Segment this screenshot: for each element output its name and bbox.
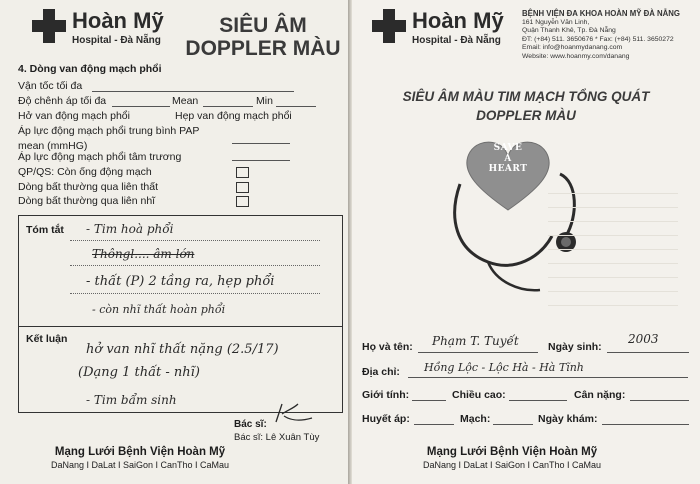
label-dong-nhi: Dòng bất thường qua liên nhĩ [18, 195, 156, 207]
hospital-address-1: 161 Nguyễn Văn Linh, [522, 18, 590, 26]
label-dia-chi: Địa chỉ: [362, 366, 400, 378]
doctor-name: Bác sĩ: Lê Xuân Tùy [234, 432, 320, 443]
dotted-line-1 [70, 240, 320, 241]
label-gioi-tinh: Giới tính: [362, 389, 410, 401]
heart-text-3: HEART [488, 164, 528, 174]
checkbox-dong-that[interactable] [236, 182, 249, 193]
network-title: Mạng Lưới Bệnh Viện Hoàn Mỹ [54, 446, 226, 458]
label-min: Min [256, 95, 273, 107]
frame-divider [18, 326, 342, 327]
right-page [352, 0, 700, 484]
label-qp-qs: QP/QS: Còn ống động mạch [18, 166, 152, 178]
value-ngay-sinh[interactable]: 2003 [628, 332, 659, 346]
label-can-nang: Cân nặng: [574, 389, 626, 401]
heart-text-2: A [504, 153, 512, 164]
line-min [276, 106, 316, 107]
doctor-signature [272, 400, 316, 426]
label-van-toc: Vận tốc tối đa [18, 80, 83, 92]
label-mean-mmhg: mean (mmHG) [18, 140, 88, 152]
right-title-2: DOPPLER MÀU [476, 108, 576, 123]
line-dia-chi [408, 377, 688, 378]
summary-line-1: - Tim hoà phổi [86, 222, 174, 236]
hospital-website: Website: www.hoanmy.com/danang [522, 52, 630, 60]
line-chieu-cao [509, 400, 567, 401]
checkbox-dong-nhi[interactable] [236, 196, 249, 207]
line-do-chenh [112, 106, 170, 107]
label-do-chenh: Độ chênh áp tối đa [18, 95, 107, 107]
line-van-toc [92, 91, 294, 92]
heart-text [472, 143, 544, 175]
title-line-2: DOPPLER MÀU [185, 37, 341, 60]
cross-logo-icon [32, 9, 66, 43]
heart-text-1: SAVE [493, 143, 523, 153]
decor-lines [548, 180, 678, 310]
cross-logo-icon [372, 9, 406, 43]
summary-line-2: Thôngl.... âm lớn [92, 247, 195, 261]
label-ngay-kham: Ngày khám: [538, 413, 598, 425]
label-hep-van: Hẹp van động mạch phổi [175, 110, 292, 122]
label-chieu-cao: Chiều cao: [452, 389, 506, 401]
hospital-phone: ĐT: (+84) 511. 3650676 * Fax: (+84) 511. 3650272 [522, 35, 674, 43]
network-title-right: Mạng Lưới Bệnh Viện Hoàn Mỹ [426, 446, 598, 458]
line-huyet-ap [414, 424, 454, 425]
line-ho-ten [418, 352, 538, 353]
label-ap-luc-tt: Áp lực động mạch phổi tâm trương [18, 151, 182, 163]
logo-sub: Hospital - Đà Nẵng [72, 35, 161, 46]
hospital-address-2: Quận Thanh Khê, Tp. Đà Nẵng [522, 27, 616, 35]
value-ho-ten[interactable]: Phạm T. Tuyết [432, 334, 519, 348]
hospital-email: Email: info@hoanmydanang.com [522, 44, 623, 52]
title-line-1: SIÊU ÂM [219, 14, 307, 37]
conclusion-line-3: - Tim bẩm sinh [86, 393, 177, 407]
label-ho-ten: Họ và tên: [362, 341, 413, 353]
label-ngay-sinh: Ngày sinh: [548, 341, 602, 353]
logo-brand: Hoàn Mỹ [72, 8, 164, 33]
value-dia-chi[interactable]: Hồng Lộc - Lộc Hà - Hà Tĩnh [424, 361, 584, 374]
section-title: 4. Dòng van động mạch phổi [18, 63, 162, 75]
label-mean: Mean [172, 95, 199, 107]
doctor-label: Bác sĩ: [234, 419, 267, 430]
summary-line-4: - còn nhĩ thất hoàn phổi [92, 303, 226, 316]
left-page [0, 0, 348, 484]
hoan-my-logo-right [372, 9, 504, 46]
label-dong-that: Dòng bất thường qua liên thất [18, 181, 159, 193]
line-ngay-kham [602, 424, 689, 425]
network-cities: DaNang I DaLat I SaiGon I CanTho I CaMau [50, 460, 230, 470]
network-footer-right [412, 446, 612, 470]
line-can-nang [630, 400, 689, 401]
line-ngay-sinh [607, 352, 689, 353]
label-huyet-ap: Huyết áp: [362, 413, 410, 425]
logo-sub-right: Hospital - Đà Nẵng [412, 35, 501, 46]
label-ap-luc-tb: Áp lực động mạch phổi trung bình PAP [18, 125, 200, 137]
hospital-info [522, 10, 680, 62]
summary-label: Tóm tắt [26, 224, 64, 236]
logo-brand-right: Hoàn Mỹ [412, 8, 504, 33]
label-mach: Mạch: [460, 413, 491, 425]
conclusion-line-1: hở van nhĩ thất nặng (2.5/17) [86, 342, 279, 357]
summary-line-3: - thất (P) 2 tầng ra, hẹp phổi [86, 274, 275, 289]
checkbox-qp-qs[interactable] [236, 167, 249, 178]
line-mean [203, 106, 253, 107]
line-ap-luc-tt [232, 160, 290, 161]
line-mach [493, 424, 533, 425]
network-cities-right: DaNang I DaLat I SaiGon I CanTho I CaMau [422, 460, 602, 470]
line-pap-mean [232, 143, 290, 144]
conclusion-label: Kết luận [26, 333, 68, 345]
label-ho-van: Hở van động mạch phổi [18, 110, 130, 122]
hospital-name: BỆNH VIỆN ĐA KHOA HOÀN MỸ ĐÀ NẴNG [522, 9, 680, 18]
right-title-1: SIÊU ÂM MÀU TIM MẠCH TỔNG QUÁT [402, 89, 650, 104]
line-gioi-tinh [412, 400, 446, 401]
dotted-line-2 [70, 265, 320, 266]
network-footer [40, 446, 240, 470]
page-title [178, 14, 348, 60]
hoan-my-logo [32, 9, 164, 46]
conclusion-line-2: (Dạng 1 thất - nhĩ) [78, 365, 200, 380]
dotted-line-3 [70, 293, 320, 294]
